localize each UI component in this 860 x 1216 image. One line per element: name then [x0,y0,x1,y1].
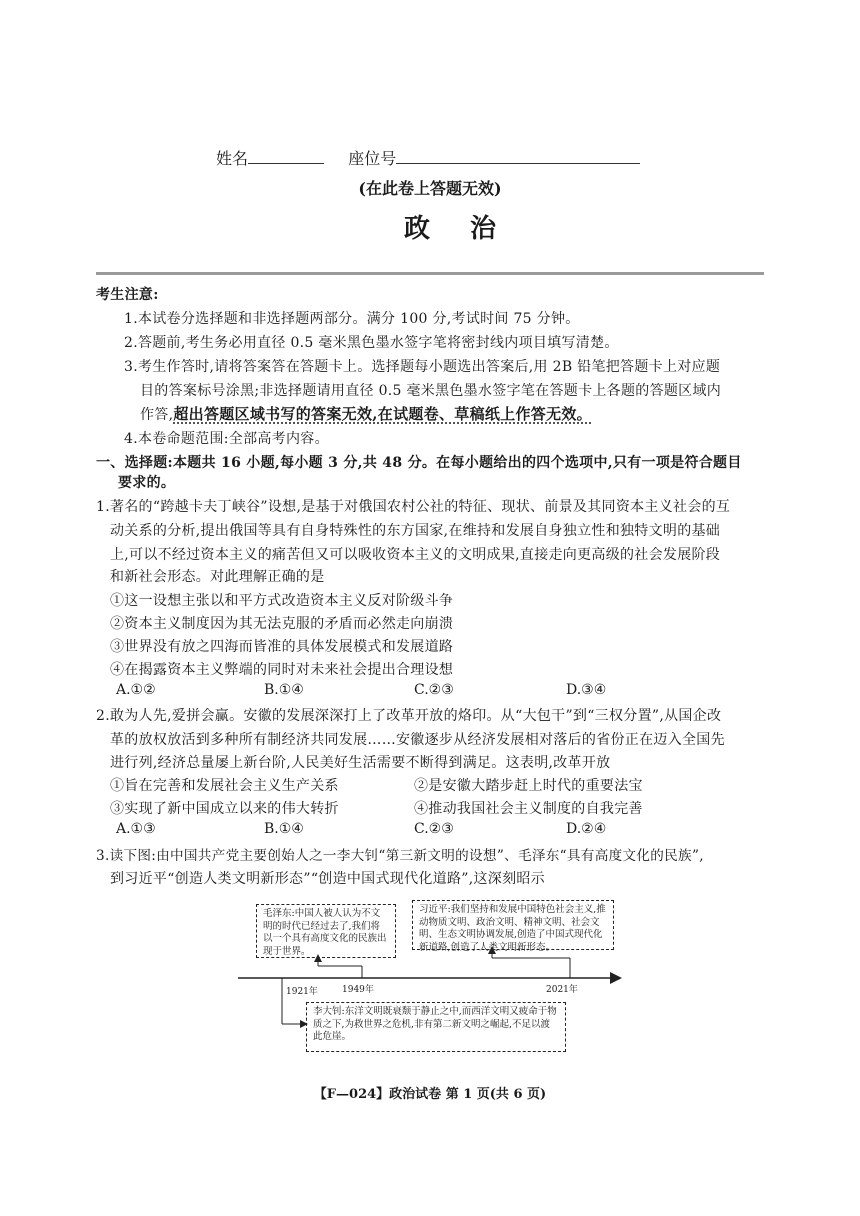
q2-statement: ④推动我国社会主义制度的自我完善 [414,801,643,817]
q2-stem: 革的放权放活到多种所有制经济共同发展……安徽逐步从经济发展相对落后的省份正在迈入全国先 [110,732,725,748]
q1-statement: ②资本主义制度因为其无法克服的矛盾而必然走向崩溃 [110,616,454,632]
notice-emphasis: 超出答题区域书写的答案无效,在试题卷、草稿纸上作答无效。 [173,405,592,423]
q2-option-b[interactable]: B.①④ [264,821,304,837]
q1-option-b[interactable]: B.①④ [264,682,304,698]
q1-statement: ③世界没有放之四海而皆准的具体发展模式和发展道路 [110,639,454,655]
q1-option-d[interactable]: D.③④ [566,682,607,698]
notice-item-last [140,403,592,424]
mao-quote-box: 毛泽东:中国人被人认为不文明的时代已经过去了,我们将以一个具有高度文化的民族出现于世界。 [256,904,396,958]
q3-stem: 到习近平“创造人类文明新形态”“创造中国式现代化道路”,这深刻昭示 [110,871,545,887]
notice-item: 4.本卷命题范围:全部高考内容。 [124,431,329,447]
q2-statement: ③实现了新中国成立以来的伟大转折 [110,801,339,817]
q1-stem: 1.著名的“跨越卡夫丁峡谷”设想,是基于对俄国农村公社的特征、现状、前景及其同资本主义社会的互 [96,499,731,515]
seat-label: 座位号 [348,149,397,168]
xi-quote-box: 习近平:我们坚持和发展中国特色社会主义,推动物质文明、政治文明、精神文明、社会文明、生态文明协调发展,创造了中国式现代化新道路,创造了人类文明新形态。 [412,900,614,950]
q1-stem: 和新社会形态。对此理解正确的是 [110,569,325,585]
q2-stem: 进行列,经济总量屡上新台阶,人民美好生活需要不断得到满足。这表明,改革开放 [110,755,611,771]
year-2021-label: 2021年 [546,985,578,995]
notice-title: 考生注意: [96,287,159,303]
notice-item: 2.答题前,考生务必用直径 0.5 毫米黑色墨水签字笔将密封线内项目填写清楚。 [124,335,619,351]
name-label: 姓名 [216,149,249,168]
name-blank [248,149,324,164]
q1-option-a[interactable]: A.①② [116,682,156,698]
q2-statement: ②是安徽大踏步赶上时代的重要法宝 [414,778,643,794]
notice-item: 目的答案标号涂黑;非选择题请用直径 0.5 毫米黑色墨水签字笔在答题卡上各题的答题区域内 [140,383,722,399]
q1-statement: ①这一设想主张以和平方式改造资本主义反对阶级斗争 [110,593,454,609]
q2-option-d[interactable]: D.②④ [566,821,607,837]
year-1921-label: 1921年 [286,987,318,997]
year-1949-label: 1949年 [342,985,374,995]
timeline-diagram [234,896,626,1056]
q2-option-a[interactable]: A.①③ [116,821,156,837]
subject-title: 政治 [403,214,536,244]
notice-item: 1.本试卷分选择题和非选择题两部分。满分 100 分,考试时间 75 分钟。 [124,311,580,327]
section-heading-cont: 要求的。 [118,475,176,491]
q2-stem: 2.敢为人先,爱拼会赢。安徽的发展深深打上了改革开放的烙印。从“大包干”到“三权分置”,从国企改 [96,708,722,724]
answer-invalid-note: (在此卷上答题无效) [358,179,502,198]
q3-stem: 3.读下图:由中国共产党主要创始人之一李大钊“第三新文明的设想”、毛泽东“具有高度文化的民族”, [96,848,704,864]
seat-blank [396,149,640,164]
candidate-info-line [216,146,640,169]
q2-statement: ①旨在完善和发展社会主义生产关系 [110,778,339,794]
q2-option-c[interactable]: C.②③ [414,821,454,837]
q1-statement: ④在揭露资本主义弊端的同时对未来社会提出合理设想 [110,662,454,678]
q1-stem: 上,可以不经过资本主义的痛苦但又可以吸收资本主义的文明成果,直接走向更高级的社会发展阶段 [110,547,721,563]
section-heading: 一、选择题:本题共 16 小题,每小题 3 分,共 48 分。在每小题给出的四个选项中,只有一项是符合题目 [96,455,742,471]
notice-item: 3.考生作答时,请将答案答在答题卡上。选择题每小题选出答案后,用 2B 铅笔把答题卡上对应题 [124,359,721,375]
notice-item-prefix: 作答, [140,407,174,423]
header-divider [96,272,764,275]
q1-stem: 动关系的分析,提出俄国等具有自身特殊性的东方国家,在维持和发展自身独立性和独特文明的基础 [110,523,721,539]
li-quote-box: 李大钊:东洋文明既衰颓于静止之中,而西洋文明又疲命于物质之下,为救世界之危机,非有第二新文明之崛起,不足以渡此危崖。 [306,1002,566,1052]
q1-option-c[interactable]: C.②③ [414,682,454,698]
page-footer: 【F—024】政治试卷 第 1 页(共 6 页) [313,1087,547,1102]
